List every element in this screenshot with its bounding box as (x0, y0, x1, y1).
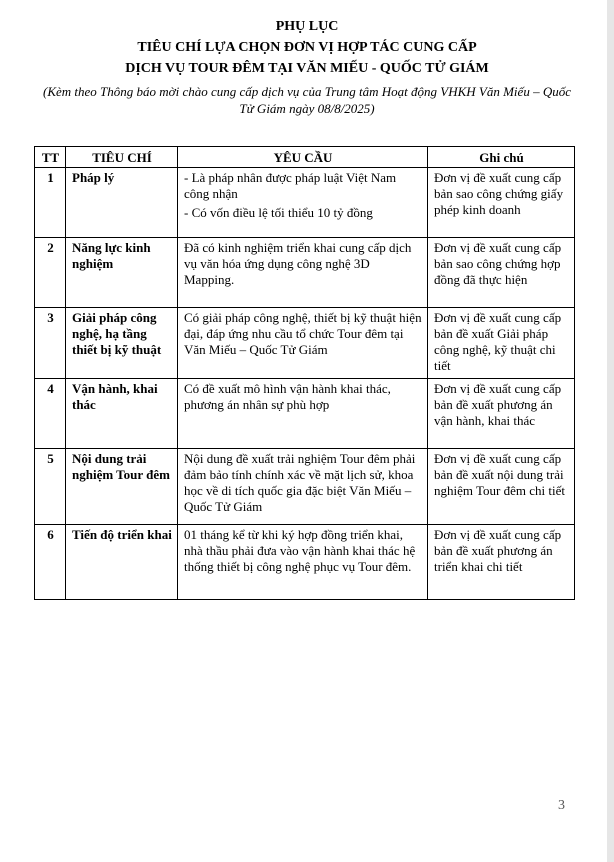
row-note: Đơn vị đề xuất cung cấp bản sao công chứng hợp đồng đã thực hiện (428, 238, 575, 308)
row-number: 6 (35, 525, 66, 600)
row-requirement (178, 308, 428, 379)
requirement-line: Có giải pháp công nghệ, thiết bị kỹ thuật hiện đại, đáp ứng nhu cầu tổ chức Tour đêm tại Văn Miếu – Quốc Tử Giám (184, 310, 422, 357)
row-note: Đơn vị đề xuất cung cấp bản đề xuất phương án triển khai chi tiết (428, 525, 575, 600)
row-number: 5 (35, 449, 66, 525)
requirement-line: - Có vốn điều lệ tối thiểu 10 tỷ đồng (184, 205, 373, 220)
row-criterion: Tiến độ triển khai (66, 525, 178, 600)
table-header-row (35, 147, 575, 168)
document-header (0, 16, 614, 117)
appendix-title: PHỤ LỤC (275, 19, 339, 34)
viewer-right-edge (607, 0, 614, 862)
table-row (35, 379, 575, 449)
criteria-table (34, 146, 575, 600)
header-criterion: TIÊU CHÍ (66, 147, 178, 168)
header-note: Ghi chú (428, 147, 575, 168)
row-criterion: Giải pháp công nghệ, hạ tầng thiết bị kỹ thuật (66, 308, 178, 379)
page-number: 3 (558, 798, 565, 813)
table-row (35, 525, 575, 600)
service-title: DỊCH VỤ TOUR ĐÊM TẠI VĂN MIẾU - QUỐC TỬ GIÁM (125, 61, 489, 76)
requirement-line: Nội dung đề xuất trải nghiệm Tour đêm phải đảm bảo tính chính xác về mặt lịch sử, khoa học về di tích quốc gia đặc biệt Văn Miếu – Quốc Tử Giám (184, 451, 416, 514)
table-row (35, 238, 575, 308)
requirement-line: - Là pháp nhân được pháp luật Việt Nam công nhận (184, 170, 397, 201)
row-number: 2 (35, 238, 66, 308)
row-requirement (178, 168, 428, 238)
table-row (35, 449, 575, 525)
requirement-line: Đã có kinh nghiệm triển khai cung cấp dịch vụ văn hóa ứng dụng công nghệ 3D Mapping. (184, 240, 412, 287)
row-criterion: Nội dung trải nghiệm Tour đêm (66, 449, 178, 525)
row-requirement (178, 449, 428, 525)
row-number: 3 (35, 308, 66, 379)
header-tt: TT (35, 147, 66, 168)
row-criterion: Năng lực kinh nghiệm (66, 238, 178, 308)
row-note: Đơn vị đề xuất cung cấp bản đề xuất Giải pháp công nghệ, kỹ thuật chi tiết (428, 308, 575, 379)
row-requirement (178, 238, 428, 308)
row-note: Đơn vị đề xuất cung cấp bản sao công chứng giấy phép kinh doanh (428, 168, 575, 238)
row-criterion: Vận hành, khai thác (66, 379, 178, 449)
requirement-line: Có đề xuất mô hình vận hành khai thác, phương án nhân sự phù hợp (184, 381, 391, 412)
row-number: 4 (35, 379, 66, 449)
row-note: Đơn vị đề xuất cung cấp bản đề xuất nội dung trải nghiệm Tour đêm chi tiết (428, 449, 575, 525)
table-row (35, 168, 575, 238)
row-requirement (178, 525, 428, 600)
criteria-title: TIÊU CHÍ LỰA CHỌN ĐƠN VỊ HỢP TÁC CUNG CẤP (137, 40, 477, 55)
row-criterion: Pháp lý (66, 168, 178, 238)
header-requirement: YÊU CẦU (178, 147, 428, 168)
table-row (35, 308, 575, 379)
requirement-line: 01 tháng kể từ khi ký hợp đồng triển khai, nhà thầu phải đưa vào vận hành khai thác hệ thống thiết bị công nghệ phục vụ Tour đêm. (184, 527, 416, 574)
row-requirement (178, 379, 428, 449)
row-note: Đơn vị đề xuất cung cấp bản đề xuất phương án vận hành, khai thác (428, 379, 575, 449)
row-number: 1 (35, 168, 66, 238)
document-subtitle: (Kèm theo Thông báo mời chào cung cấp dịch vụ của Trung tâm Hoạt động VHKH Văn Miếu – Quốc Tử Giám ngày 08/8/2025) (43, 84, 571, 116)
